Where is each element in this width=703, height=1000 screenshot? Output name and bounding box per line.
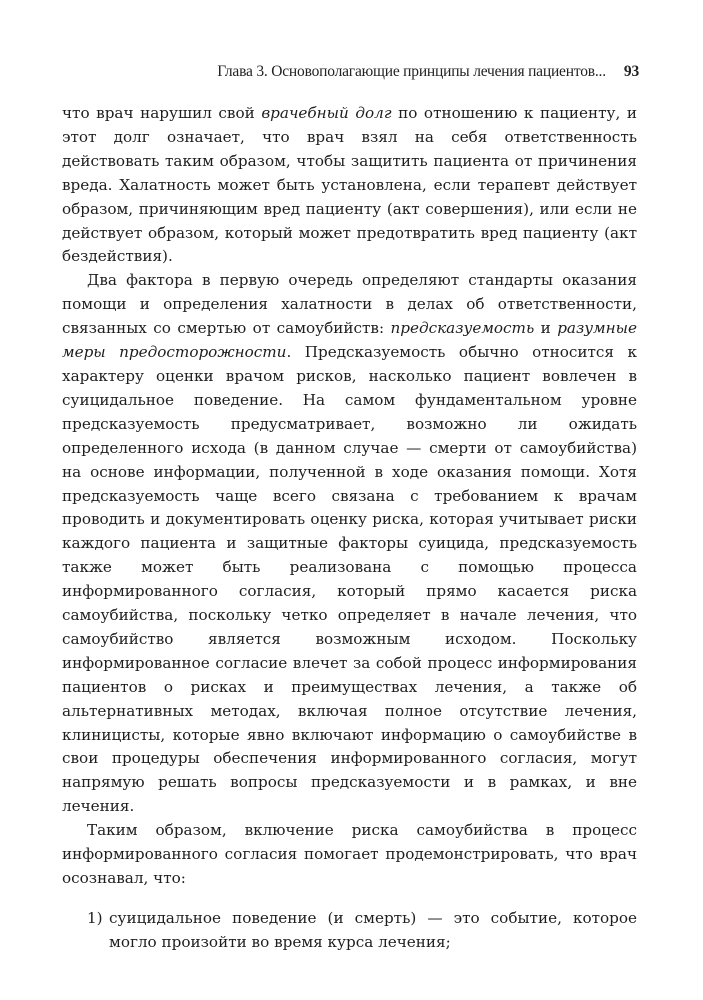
paragraph-1	[62, 102, 637, 269]
paragraph-2-text-b: и	[534, 319, 558, 338]
list-item-number: 1)	[87, 908, 103, 927]
paragraph-2-text-c: . Предсказуемость обычно относится к характеру оценки врачом рисков, насколько пациент вовлечен в суицидальное поведение. На самом фундаментальном уровне предсказуемость предусматривает, возможно ли ожидать определенного исхода (в данном случае — смерти от самоубийства) на основе информации, полученной в ходе оказания помощи. Хотя предсказуемость чаще всего связана с требованием к врачам проводить и документировать оценку риска, которая учитывает риски каждого пациента и защитные факторы суицида, предсказуемость также может быть реализована с помощью процесса информированного согласия, который прямо касается риска самоубийства, поскольку четко определяет в начале лечения, что самоубийство является возможным исходом. Поскольку информированное согласие влечет за собой процесс информирования пациентов о рисках и преимуществах лечения, а также об альтернативных методах, включая полное отсутствие лечения, клиницисты, которые явно включают информацию о самоубийстве в свои процедуры обеспечения информированного согласия, могут напрямую решать вопросы предсказуемости и в рамках, и вне лечения.	[62, 343, 637, 816]
term-reasonable-precautions: разумные меры предосторожности	[62, 319, 638, 362]
list-item	[62, 907, 637, 955]
list-item-text: суицидальное поведение (и смерть) — это событие, которое могло произойти во время курса лечения;	[109, 908, 637, 951]
term-predictability: предсказуемость	[390, 319, 535, 338]
numbered-list	[62, 907, 637, 955]
page-number: 93	[623, 63, 639, 80]
paragraph-1-text-a: что врач нарушил свой	[62, 104, 262, 122]
running-title: Глава 3. Основополагающие принципы лечения пациентов...	[217, 63, 606, 80]
paragraph-3: Таким образом, включение риска самоубийства в процесс информированного согласия помогает продемонстрировать, что врач осознавал, что:	[62, 821, 637, 887]
body-text	[62, 102, 637, 955]
running-header	[62, 63, 639, 85]
term-medical-duty: врачебный долг	[261, 104, 392, 122]
paragraph-2-text-a: Два фактора в первую очередь определяют стандарты оказания помощи и определения халатности в делах об ответственности, связанных со смертью от самоубийств:	[62, 271, 637, 338]
paragraph-2	[62, 269, 637, 819]
paragraph-1-text-b: по отношению к пациенту, и этот долг означает, что врач взял на себя ответственность действовать таким образом, чтобы защитить пациента от причинения вреда. Халатность может быть установлена, если терапевт действует образом, причиняющим вред пациенту (акт совершения), или если не действует образом, который может предотвратить вред пациенту (акт бездействия).	[62, 104, 637, 266]
